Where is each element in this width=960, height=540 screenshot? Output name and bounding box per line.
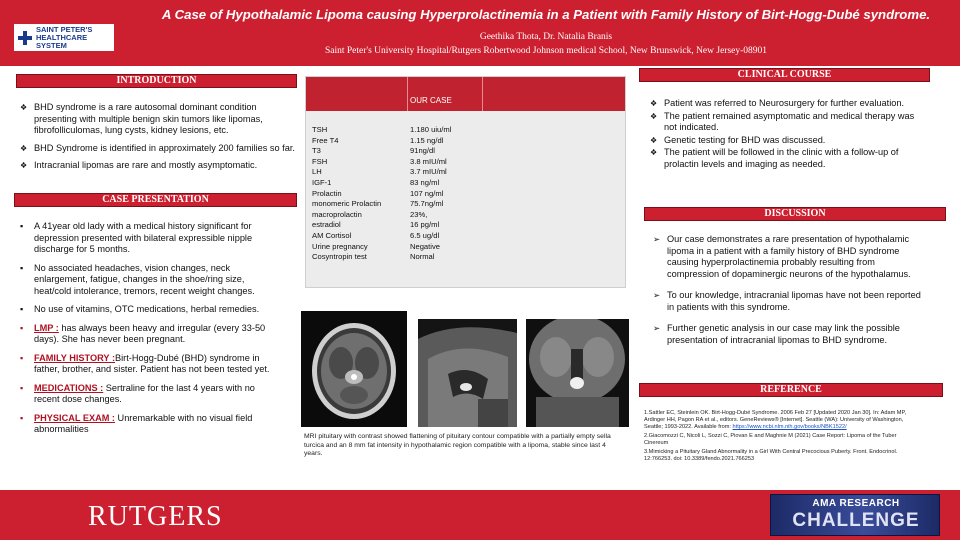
- lab-test-value: Normal: [410, 252, 435, 262]
- mri-coronal-graphic: [526, 319, 629, 427]
- intro-item: ❖ BHD Syndrome is identified in approximately 200 families so far.: [20, 143, 302, 155]
- table-row: [306, 242, 625, 253]
- lab-test-name: estradiol: [312, 220, 341, 230]
- reference-text: 3.Mimicking a Pituitary Gland Abnormality in a Girl With Central Precocious Puberty. Front. Endocrinol. 12:766253. doi: 10.3389/fendo.2021.766253: [644, 449, 898, 462]
- cross-icon: [18, 31, 32, 45]
- table-row: [306, 157, 625, 168]
- poster-affiliation: Saint Peter's University Hospital/Rutgers Robertwood Johnson medical School, New Brunswick, New Jersey-08901: [324, 46, 768, 56]
- reference-link[interactable]: https://www.ncbi.nlm.nih.gov/books/NBK1522/: [732, 424, 847, 430]
- ama-badge: [770, 494, 940, 536]
- mri-axial-graphic: [301, 311, 407, 427]
- lab-test-name: monomeric Prolactin: [312, 199, 382, 209]
- lab-test-value: 83 ng/ml: [410, 178, 440, 187]
- physical-exam-label: PHYSICAL EXAM :: [34, 412, 115, 423]
- poster-authors: Geethika Thota, Dr. Natalia Branis: [479, 32, 613, 42]
- case-presentation-heading: CASE PRESENTATION: [14, 193, 297, 207]
- case-item: ▪ No use of vitamins, OTC medications, herbal remedies.: [20, 304, 282, 316]
- logo-text: SAINT PETER'S HEALTHCARE SYSTEM: [36, 24, 93, 50]
- clinical-course-section: [650, 98, 925, 171]
- table-row: [306, 199, 625, 210]
- table-row: [306, 189, 625, 200]
- lab-test-value: 3.7 mIU/ml: [410, 167, 447, 177]
- medications-label: MEDICATIONS :: [34, 382, 104, 393]
- reference-item: [644, 433, 919, 447]
- case-item-medications: [20, 383, 282, 406]
- ama-badge-line1: AMA RESEARCH: [812, 498, 900, 509]
- lab-test-value: 16 pg/ml: [410, 220, 440, 230]
- case-item-family-history: [20, 353, 282, 376]
- lab-test-value: 6.5 ug/dl: [410, 231, 440, 240]
- reference-item: [644, 449, 919, 463]
- lmp-label: LMP :: [34, 322, 59, 333]
- table-row: [306, 220, 625, 231]
- table-row: [306, 252, 625, 263]
- lmp-text: has always been heavy and irregular (every 33-50 days). She has never been pregnant.: [34, 322, 266, 344]
- mri-axial-image: [301, 311, 407, 427]
- reference-heading: REFERENCE: [639, 383, 943, 397]
- lab-test-name: Prolactin: [312, 188, 342, 198]
- hospital-logo: [14, 24, 114, 51]
- case-item-lmp: [20, 323, 282, 346]
- mri-caption: MRI pituitary with contrast showed flattening of pituitary contour compatible with a partially empty sella turcica and an 8 mm fat intensity in hypothalamic region compatible with a lipoma, stable since last 4 years.: [304, 433, 611, 458]
- introduction-heading: INTRODUCTION: [16, 74, 297, 88]
- lab-test-name: Free T4: [312, 135, 339, 145]
- reference-text: 2.Giacomozzi C, Nicoli L, Sozzi C, Piovan E and Maghnie M (2021) Case Report: Lipoma of the Tuber Cinereum: [644, 433, 897, 446]
- case-item-physical-exam: [20, 413, 282, 436]
- lab-test-name: TSH: [312, 125, 328, 134]
- case-item: ▪ A 41year old lady with a medical history significant for depression presented with bilateral expressible nipple discharge for 5 months.: [20, 221, 282, 256]
- table-row: [306, 136, 625, 147]
- lab-test-name: T3: [312, 146, 321, 156]
- lab-test-value: 23%,: [410, 209, 428, 219]
- lab-test-name: Cosyntropin test: [312, 252, 367, 262]
- discussion-heading: DISCUSSION: [644, 207, 946, 221]
- clinical-course-heading: CLINICAL COURSE: [639, 68, 930, 82]
- table-row: [306, 231, 625, 242]
- lab-results-table: [305, 76, 626, 288]
- introduction-section: [20, 102, 302, 178]
- mri-coronal-image: [526, 319, 629, 427]
- clinical-course-item: ❖ The patient will be followed in the clinic with a follow-up of prolactin levels and imaging as needed.: [650, 147, 925, 170]
- lab-test-name: LH: [312, 167, 322, 177]
- lab-test-value: 75.7ng/ml: [410, 199, 444, 209]
- mri-sagittal-image: [418, 319, 517, 427]
- clinical-course-item: ❖ Genetic testing for BHD was discussed.: [650, 135, 925, 147]
- discussion-item: ➢ Our case demonstrates a rare presentation of hypothalamic lipoma in a patient with a family history of BHD syndrome causing hyperprolactinemia probably resulting from compression of dopaminergic neurons of the hypothalamus.: [653, 234, 923, 280]
- table-divider: [482, 77, 483, 111]
- ama-badge-line2: CHALLENGE: [792, 510, 920, 531]
- discussion-item: ➢ To our knowledge, intracranial lipomas have not been reported in patients with this syndrome.: [653, 290, 923, 313]
- reference-item: [644, 410, 919, 431]
- lab-test-value: 107 ng/ml: [410, 188, 444, 198]
- table-divider: [407, 77, 408, 111]
- family-history-label: FAMILY HISTORY :: [34, 352, 116, 363]
- reference-list: [644, 410, 919, 465]
- table-row: [306, 167, 625, 178]
- table-header: [306, 77, 625, 111]
- table-row: [306, 146, 625, 157]
- lab-test-name: macroprolactin: [312, 209, 362, 219]
- lab-test-value: 91ng/dl: [410, 146, 435, 156]
- lab-test-value: 1.15 ng/dl: [410, 135, 444, 145]
- reference-text: 1.Sattler EC, Steinlein OK. Birt-Hogg-Dubé Syndrome. 2006 Feb 27 [Updated 2020 Jan 30]. In: Adam MP, Ardinger HH, Pagon RA et al., editors. GeneReviews® [Internet]. Seattle (WA): University of Washington, Seattle; 1993-2022. Available from:: [644, 410, 907, 430]
- poster-title: A Case of Hypothalamic Lipoma causing Hyperprolactinemia in a Patient with Family History of Birt-Hogg-Dubé syndrome.: [161, 7, 931, 22]
- lab-test-value: Negative: [410, 241, 440, 251]
- physical-exam-text: Unremarkable with no visual field abnormalities: [34, 412, 253, 434]
- family-history-text: Birt-Hogg-Dubé (BHD) syndrome in father, brother, and sister. Patient has not been tested yet.: [34, 352, 270, 374]
- table-row: [306, 125, 625, 136]
- lab-test-name: AM Cortisol: [312, 231, 352, 240]
- clinical-course-item: ❖ The patient remained asymptomatic and medical therapy was not indicated.: [650, 111, 925, 134]
- table-row: [306, 178, 625, 189]
- lab-test-name: Urine pregnancy: [312, 241, 368, 251]
- intro-item: ❖ Intracranial lipomas are rare and mostly asymptomatic.: [20, 160, 302, 172]
- medications-text: Sertraline for the last 4 years with no recent dose changes.: [34, 382, 255, 404]
- case-presentation-section: [20, 221, 282, 443]
- rutgers-logo: RUTGERS: [88, 501, 223, 532]
- lab-test-value: 3.8 mIU/ml: [410, 156, 447, 166]
- discussion-section: [653, 234, 923, 356]
- clinical-course-item: ❖ Patient was referred to Neurosurgery for further evaluation.: [650, 98, 925, 110]
- mri-sagittal-graphic: [418, 319, 517, 427]
- case-item: ▪ No associated headaches, vision changes, neck enlargement, fatigue, changes in the shoe/ring size, heat/cold intolerance, tremors, recent weight changes.: [20, 263, 282, 298]
- lab-test-value: 1.180 uiu/ml: [410, 125, 452, 134]
- our-case-header: OUR CASE: [410, 96, 452, 105]
- lab-test-name: IGF-1: [312, 178, 332, 187]
- intro-item: ❖ BHD syndrome is a rare autosomal dominant condition presenting with multiple benign skin tumors like lipomas, fibrofolliculomas, lung cysts, kidney lesions, etc.: [20, 102, 302, 137]
- lab-test-name: FSH: [312, 156, 328, 166]
- table-row: [306, 210, 625, 221]
- discussion-item: ➢ Further genetic analysis in our case may link the possible presentation of intracranial lipomas to BHD syndrome.: [653, 323, 923, 346]
